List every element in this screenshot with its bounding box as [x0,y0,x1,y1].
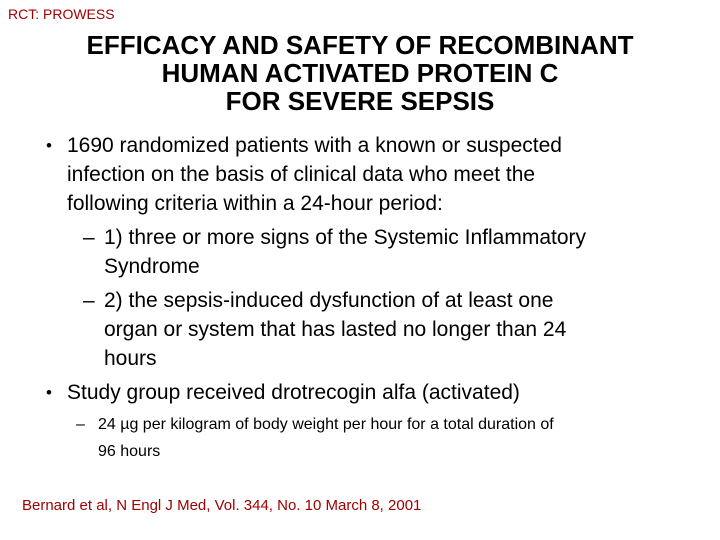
bullet-text-line: hours [104,347,157,370]
slide-title [0,31,720,115]
bullet-text-line: infection on the basis of clinical data who meet the [67,163,536,186]
citation: Bernard et al, N Engl J Med, Vol. 344, No. 10 March 8, 2001 [22,497,422,514]
bullet-item [46,378,720,407]
bullet-text-line: 2) the sepsis-induced dysfunction of at least one [104,289,554,312]
bullet-text [98,411,554,465]
slide-header-label: RCT: PROWESS [8,6,115,22]
bullet-item [46,131,720,218]
bullet-text-line: organ or system that has lasted no longer than 24 [104,318,567,341]
bullet-text-line: 1690 randomized patients with a known or suspected [67,134,562,157]
dash-marker: – [76,416,85,433]
bullet-text [67,131,562,218]
dash-marker: – [83,226,95,249]
bullet-text-line: following criteria within a 24-hour period: [67,192,443,215]
title-line: EFFICACY AND SAFETY OF RECOMBINANT [86,30,634,60]
bullet-text-line: 96 hours [98,443,161,460]
bullet-text-line: 1) three or more signs of the Systemic Inflammatory [104,226,587,249]
bullet-marker: • [46,383,52,402]
bullet-text-line: Study group received drotrecogin alfa (activated) [67,381,520,404]
bullet-text [104,223,586,281]
bullet-text-line: Syndrome [104,255,200,278]
bullet-text-line: 24 µg per kilogram of body weight per hour for a total duration of [98,416,554,433]
bullet-text [104,286,566,373]
bullet-list [0,126,720,465]
bullet-text [67,378,520,407]
sub-bullet-item [83,223,720,281]
dash-marker: – [83,289,95,312]
title-line: HUMAN ACTIVATED PROTEIN C [161,58,559,88]
sub-bullet-item [76,411,720,465]
bullet-marker: • [46,136,52,155]
title-line: FOR SEVERE SEPSIS [225,86,495,116]
sub-bullet-item [83,286,720,373]
